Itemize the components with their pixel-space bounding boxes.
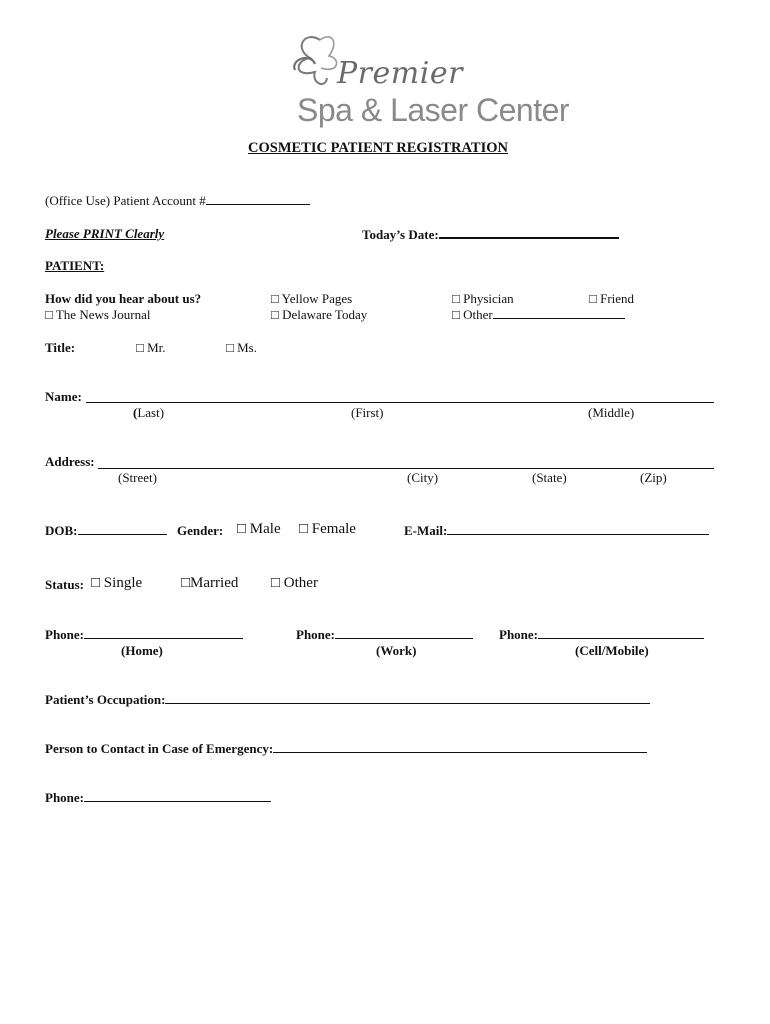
occupation-field[interactable]: [165, 692, 650, 704]
phone-cell-label: Phone:: [499, 627, 538, 642]
status-married-option[interactable]: □Married: [181, 575, 239, 591]
name-first-caption: (First): [351, 405, 384, 420]
email-field[interactable]: [447, 523, 709, 535]
print-clearly-note: Please PRINT Clearly: [45, 226, 165, 241]
phone-home-label: Phone:: [45, 627, 84, 642]
address-state-caption: (State): [532, 470, 567, 485]
todays-date-field[interactable]: [439, 226, 619, 239]
title-ms-option[interactable]: □ Ms.: [226, 340, 257, 355]
phone-home-row: [45, 627, 243, 643]
dob-label: DOB:: [45, 523, 78, 538]
hear-about-label: How did you hear about us?: [45, 291, 202, 306]
emergency-phone-label: Phone:: [45, 790, 84, 805]
title-mr-option[interactable]: □ Mr.: [136, 340, 166, 355]
source-other[interactable]: □ Other: [452, 307, 493, 322]
email-row: [404, 523, 709, 539]
phone-work-label: Phone:: [296, 627, 335, 642]
emergency-phone-field[interactable]: [84, 790, 271, 802]
source-other-field[interactable]: [493, 307, 625, 319]
patient-heading: PATIENT:: [45, 258, 105, 273]
occupation-row: [45, 692, 650, 708]
dob-row: [45, 523, 167, 539]
form-title: COSMETIC PATIENT REGISTRATION: [248, 140, 508, 156]
phone-cell-row: [499, 627, 704, 643]
office-use-label: (Office Use) Patient Account #: [45, 193, 206, 208]
source-other-row: [452, 307, 625, 323]
name-middle-caption: (Middle): [588, 405, 635, 420]
title-label: Title:: [45, 340, 76, 355]
status-single-option[interactable]: □ Single: [91, 575, 143, 591]
phone-home-caption: (Home): [121, 643, 163, 658]
emergency-contact-label: Person to Contact in Case of Emergency:: [45, 741, 274, 756]
phone-work-row: [296, 627, 473, 643]
patient-account-field[interactable]: [206, 193, 310, 205]
address-city-caption: (City): [407, 470, 439, 485]
source-friend[interactable]: □ Friend: [589, 291, 635, 306]
source-news-journal[interactable]: □ The News Journal: [45, 307, 151, 322]
source-yellow-pages[interactable]: □ Yellow Pages: [271, 291, 353, 306]
status-other-option[interactable]: □ Other: [271, 575, 318, 591]
gender-male-option[interactable]: □ Male: [237, 521, 281, 537]
name-last-caption: (Last): [133, 405, 165, 420]
source-delaware-today[interactable]: □ Delaware Today: [271, 307, 368, 322]
phone-home-field[interactable]: [84, 627, 243, 639]
todays-date-label: Today’s Date:: [362, 227, 439, 242]
logo-subtitle: Spa & Laser Center: [297, 92, 570, 128]
email-label: E-Mail:: [404, 523, 448, 538]
status-label: Status:: [45, 577, 85, 592]
occupation-label: Patient’s Occupation:: [45, 692, 166, 707]
name-field[interactable]: [86, 391, 714, 403]
logo: [285, 30, 570, 135]
emergency-phone-row: [45, 790, 271, 806]
address-zip-caption: (Zip): [640, 470, 667, 485]
phone-cell-field[interactable]: [538, 627, 704, 639]
phone-work-caption: (Work): [376, 643, 417, 658]
gender-female-option[interactable]: □ Female: [299, 521, 356, 537]
office-use-row: [45, 193, 310, 209]
emergency-contact-row: [45, 741, 647, 757]
source-physician[interactable]: □ Physician: [452, 291, 514, 306]
logo-premier: Premier: [337, 56, 463, 91]
dob-field[interactable]: [78, 523, 167, 535]
name-label: Name:: [45, 389, 82, 404]
address-street-caption: (Street): [118, 470, 157, 485]
emergency-contact-field[interactable]: [273, 741, 647, 753]
address-field[interactable]: [98, 457, 714, 469]
phone-work-field[interactable]: [335, 627, 473, 639]
gender-label: Gender:: [177, 523, 224, 538]
phone-cell-caption: (Cell/Mobile): [575, 643, 649, 658]
todays-date-row: [362, 226, 619, 243]
address-label: Address:: [45, 454, 95, 469]
